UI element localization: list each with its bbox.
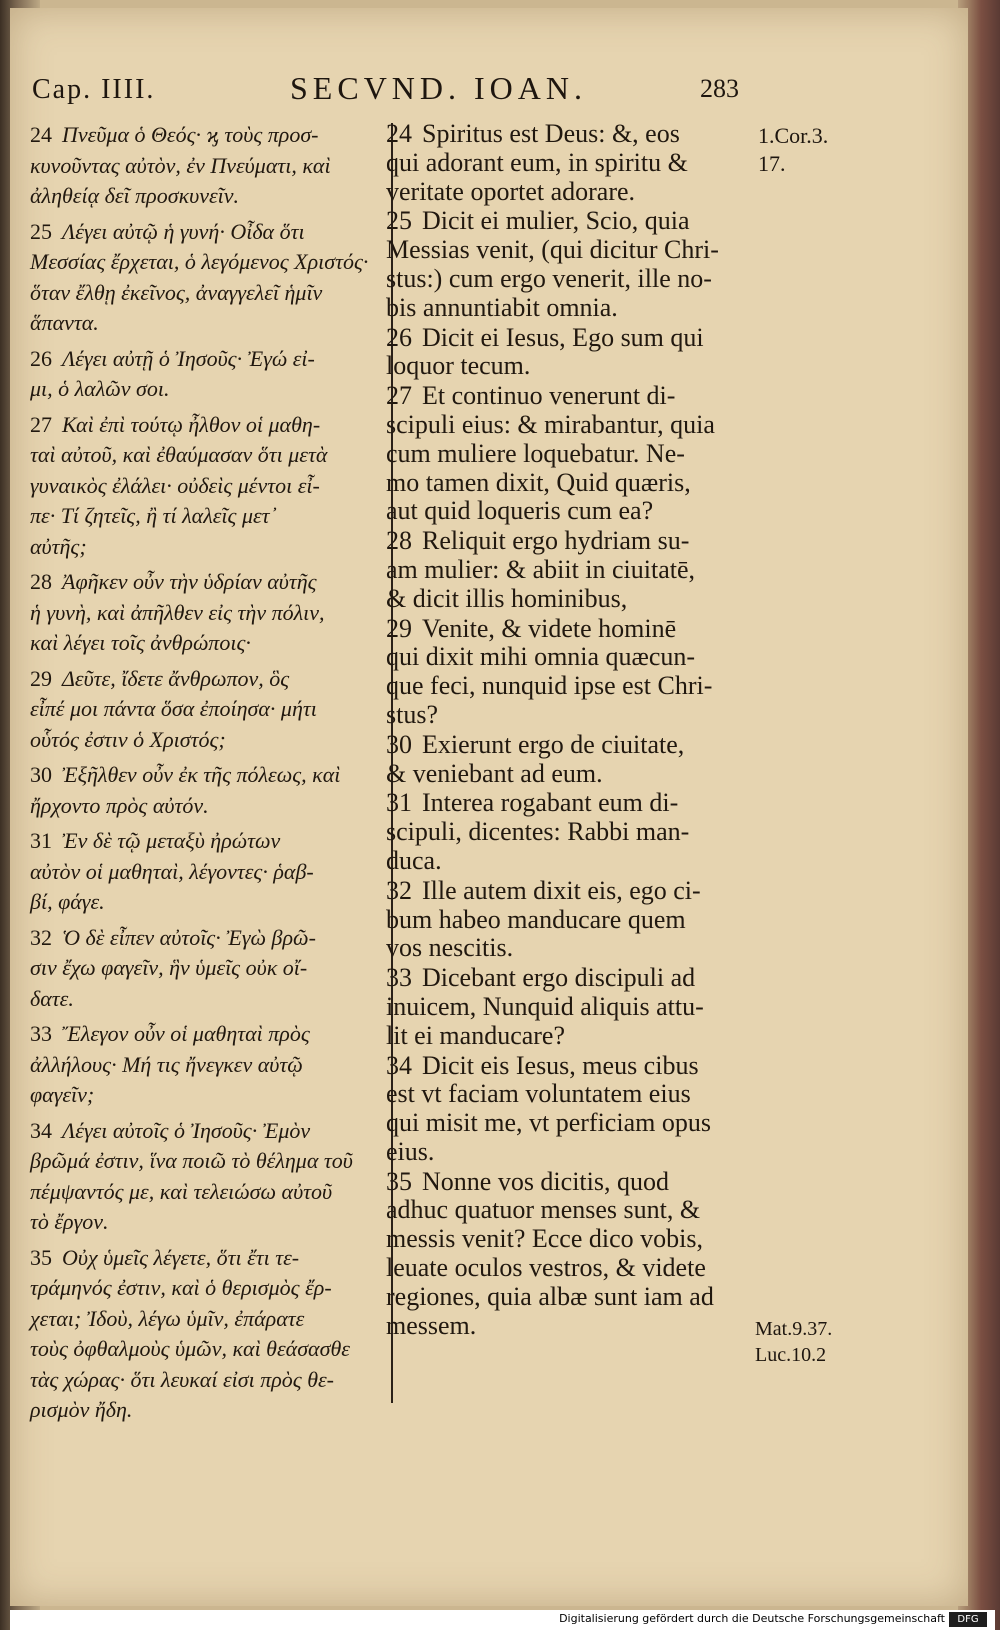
greek-verse-line — [30, 410, 382, 441]
latin-verse-line — [386, 934, 744, 963]
digitization-footer — [10, 1610, 995, 1630]
verse-number: 28 — [30, 569, 52, 594]
latin-verse-28 — [386, 527, 744, 613]
verse-number: 31 — [30, 828, 52, 853]
verse-text: est vt faciam voluntatem eius — [386, 1079, 691, 1109]
latin-verse-line — [386, 1254, 744, 1283]
page-number: 283 — [700, 74, 739, 103]
greek-verse-line — [30, 664, 382, 695]
margin-note-line: Mat.9.37. — [755, 1318, 833, 1340]
latin-verse-line — [386, 701, 744, 730]
greek-verse-line — [30, 791, 382, 822]
verse-text: πε· Τί ζητεῖς, ἢ τί λαλεῖς μετ᾽ — [30, 503, 277, 528]
margin-note-cross-reference-bottom — [755, 1316, 845, 1368]
verse-number: 24 — [30, 122, 52, 147]
verse-text: ταὶ αὐτοῦ, καὶ ἐθαύμασαν ὅτι μετὰ — [30, 442, 328, 467]
verse-text: aut quid loqueris cum ea? — [386, 496, 654, 526]
greek-verse-line — [30, 725, 382, 756]
greek-verse-24 — [30, 120, 382, 212]
verse-text: Ἀφῆκεν οὖν τὴν ὑδρίαν αὐτῆς — [62, 569, 317, 594]
greek-verse-line — [30, 1019, 382, 1050]
greek-verse-line — [30, 151, 382, 182]
verse-text: bum habeo manducare quem — [386, 904, 686, 934]
verse-text: messem. — [386, 1310, 477, 1340]
latin-verse-line — [386, 818, 744, 847]
latin-verse-line — [386, 411, 744, 440]
verse-text: veritate oportet adorare. — [386, 176, 636, 206]
greek-verse-27 — [30, 410, 382, 563]
latin-verse-line — [386, 1283, 744, 1312]
greek-verse-line — [30, 374, 382, 405]
greek-verse-line — [30, 1050, 382, 1081]
verse-text: ὅταν ἔλθῃ ἐκεῖνος, ἀναγγελεῖ ἡμῖν — [30, 279, 323, 305]
greek-verse-line — [30, 598, 382, 629]
funding-credit: Digitalisierung gefördert durch die Deutsche Forschungsgemeinschaft — [559, 1612, 945, 1625]
verse-text: τὰς χώρας· ὅτι λευκαί εἰσι πρὸς θε- — [30, 1366, 335, 1392]
verse-text: que feci, nunquid ipse est Chri- — [386, 671, 713, 701]
latin-verse-line — [386, 993, 744, 1022]
latin-verse-line — [386, 440, 744, 469]
verse-text: bis annuntiabit omnia. — [386, 292, 618, 322]
verse-text: loquor tecum. — [386, 351, 531, 381]
greek-verse-line — [30, 1273, 382, 1304]
latin-verse-line — [386, 236, 744, 265]
latin-verse-line — [386, 1052, 744, 1081]
book-page — [10, 8, 968, 1606]
verse-text: stus? — [386, 699, 438, 729]
verse-text: τοὺς ὀφθαλμοὺς ὑμῶν, καὶ θεάσασθε — [30, 1336, 350, 1361]
greek-verse-line — [30, 344, 382, 375]
greek-verse-line — [30, 471, 382, 502]
greek-verse-line — [30, 857, 382, 888]
verse-text: τὸ ἔργον. — [30, 1209, 109, 1234]
greek-verse-line — [30, 923, 382, 954]
verse-number: 26 — [386, 322, 412, 352]
verse-text: vos nescitis. — [386, 933, 514, 963]
chapter-heading: Cap. IIII. — [32, 74, 156, 105]
latin-verse-line — [386, 497, 744, 526]
greek-verse-line — [30, 1207, 382, 1238]
greek-verse-32 — [30, 923, 382, 1015]
verse-text: & dicit illis hominibus, — [386, 583, 628, 613]
latin-verse-line — [386, 1168, 744, 1197]
latin-column — [386, 120, 744, 1341]
greek-verse-33 — [30, 1019, 382, 1111]
latin-verse-line — [386, 382, 744, 411]
verse-number: 34 — [386, 1050, 412, 1080]
greek-verse-line — [30, 308, 382, 339]
latin-verse-line — [386, 847, 744, 876]
verse-number: 24 — [386, 119, 412, 148]
verse-number: 27 — [30, 411, 52, 437]
verse-number: 25 — [30, 218, 52, 244]
greek-verse-line — [30, 181, 382, 212]
verse-text: τράμηνός ἐστιν, καὶ ὁ θερισμὸς ἔρ- — [30, 1275, 332, 1300]
greek-verse-line — [30, 247, 382, 278]
latin-verse-line — [386, 643, 744, 672]
greek-verse-line — [30, 953, 382, 984]
verse-text: eius. — [386, 1136, 435, 1166]
latin-verse-line — [386, 1225, 744, 1254]
verse-text: Μεσσίας ἔρχεται, ὁ λεγόμενος Χριστός· — [30, 249, 369, 274]
latin-verse-line — [386, 731, 744, 760]
latin-verse-line — [386, 149, 744, 178]
verse-number: 33 — [386, 963, 412, 993]
greek-verse-line — [30, 278, 382, 309]
verse-number: 29 — [30, 665, 52, 691]
verse-text: & veniebant ad eum. — [386, 758, 603, 788]
verse-text: qui dixit mihi omnia quæcun- — [386, 642, 696, 672]
verse-text: Nonne vos dicitis, quod — [422, 1166, 669, 1196]
greek-column — [30, 120, 382, 1431]
latin-verse-24 — [386, 120, 744, 206]
verse-text: qui adorant eum, in spiritu & — [386, 147, 688, 177]
margin-note-line: Luc.10.2 — [755, 1344, 827, 1366]
greek-verse-line — [30, 1177, 382, 1208]
latin-verse-26 — [386, 324, 744, 382]
verse-text: mo tamen dixit, Quid quæris, — [386, 467, 691, 497]
verse-text: qui misit me, vt perficiam opus — [386, 1108, 711, 1138]
verse-number: 35 — [30, 1244, 52, 1270]
verse-text: Δεῦτε, ἴδετε ἄνθρωπον, ὃς — [62, 665, 290, 691]
greek-verse-line — [30, 1395, 382, 1426]
verse-text: σιν ἔχω φαγεῖν, ἣν ὑμεῖς οὐκ οἴ- — [30, 955, 308, 980]
verse-text: ἅπαντα. — [30, 310, 99, 335]
latin-verse-line — [386, 556, 744, 585]
verse-text: μι, ὁ λαλῶν σοι. — [30, 376, 170, 401]
verse-text: Λέγει αὐτῷ ἡ γυνή· Οἶδα ὅτι — [62, 218, 305, 244]
verse-text: Et continuo venerunt di- — [422, 381, 676, 411]
latin-verse-29 — [386, 615, 744, 730]
verse-number: 32 — [30, 924, 52, 950]
verse-text: Ἔλεγον οὖν οἱ μαθηταὶ πρὸς — [62, 1021, 310, 1046]
latin-verse-line — [386, 352, 744, 381]
latin-verse-line — [386, 469, 744, 498]
verse-text: Dicit ei mulier, Scio, quia — [422, 206, 690, 236]
latin-verse-line — [386, 1022, 744, 1051]
latin-verse-line — [386, 964, 744, 993]
greek-verse-line — [30, 1243, 382, 1274]
verse-text: Spiritus est Deus: &, eos — [422, 119, 680, 148]
verse-text: αὐτῆς; — [30, 533, 87, 559]
latin-verse-25 — [386, 207, 744, 322]
verse-text: Ὁ δὲ εἶπεν αὐτοῖς· Ἐγὼ βρῶ- — [62, 924, 316, 950]
greek-verse-26 — [30, 344, 382, 405]
verse-text: adhuc quatuor menses sunt, & — [386, 1195, 701, 1225]
latin-verse-line — [386, 672, 744, 701]
verse-text: Messias venit, (qui dicitur Chri- — [386, 235, 719, 265]
greek-verse-line — [30, 984, 382, 1015]
verse-number: 25 — [386, 206, 412, 236]
verse-number: 34 — [30, 1117, 52, 1143]
verse-text: ἀλλήλους· Μή τις ἤνεγκεν αὐτῷ — [30, 1051, 303, 1077]
verse-text: cum muliere loquebatur. Ne- — [386, 438, 685, 468]
verse-text: leuate oculos vestros, & videte — [386, 1253, 706, 1283]
verse-number: 33 — [30, 1021, 52, 1046]
dfg-logo: DFG — [949, 1612, 987, 1627]
verse-text: inuicem, Nunquid aliquis attu- — [386, 991, 704, 1021]
verse-text: Dicit ei Iesus, Ego sum qui — [422, 322, 704, 352]
verse-text: Ἐξῆλθεν οὖν ἐκ τῆς πόλεως, καὶ — [62, 762, 341, 787]
verse-text: χεται; Ἰδοὺ, λέγω ὑμῖν, ἐπάρατε — [30, 1305, 305, 1331]
margin-note-line: 1.Cor.3. — [758, 123, 829, 148]
latin-verse-31 — [386, 789, 744, 875]
verse-text: Οὐχ ὑμεῖς λέγετε, ὅτι ἔτι τε- — [62, 1244, 300, 1270]
margin-note-line: 17. — [758, 151, 786, 176]
latin-verse-line — [386, 760, 744, 789]
greek-verse-28 — [30, 567, 382, 659]
verse-text: stus:) cum ergo venerit, ille no- — [386, 263, 712, 293]
verse-text: scipuli, dicentes: Rabbi man- — [386, 817, 690, 847]
greek-verse-line — [30, 760, 382, 791]
greek-verse-line — [30, 1080, 382, 1111]
verse-text: καὶ λέγει τοῖς ἀνθρώποις· — [30, 630, 251, 655]
verse-number: 27 — [386, 381, 412, 411]
greek-verse-line — [30, 826, 382, 857]
latin-verse-line — [386, 1109, 744, 1138]
verse-text: lit ei manducare? — [386, 1020, 566, 1050]
verse-number: 30 — [30, 762, 52, 787]
verse-text: φαγεῖν; — [30, 1082, 95, 1107]
greek-verse-line — [30, 1304, 382, 1335]
greek-verse-line — [30, 1116, 382, 1147]
latin-verse-line — [386, 615, 744, 644]
greek-verse-line — [30, 1365, 382, 1396]
verse-text: ἤρχοντο πρὸς αὐτόν. — [30, 792, 209, 818]
verse-number: 31 — [386, 788, 412, 818]
verse-text: Dicit eis Iesus, meus cibus — [422, 1050, 699, 1080]
verse-text: Ἐν δὲ τῷ μεταξὺ ἠρώτων — [62, 828, 281, 853]
verse-text: regiones, quia albæ sunt iam ad — [386, 1281, 714, 1311]
latin-verse-line — [386, 877, 744, 906]
verse-text: am mulier: & abiit in ciuitatē, — [386, 554, 696, 584]
verse-text: οὗτός ἐστιν ὁ Χριστός; — [30, 726, 226, 752]
latin-verse-line — [386, 1196, 744, 1225]
verse-text: πέμψαντός με, καὶ τελειώσω αὐτοῦ — [30, 1178, 333, 1204]
verse-number: 28 — [386, 526, 412, 556]
verse-text: Interea rogabant eum di- — [422, 788, 679, 818]
verse-text: βί, φάγε. — [30, 889, 105, 914]
verse-text: Exierunt ergo de ciuitate, — [422, 729, 685, 759]
latin-verse-line — [386, 906, 744, 935]
latin-verse-27 — [386, 382, 744, 526]
verse-text: γυναικὸς ἐλάλει· οὐδεὶς μέντοι εἶ- — [30, 472, 320, 498]
verse-text: ἡ γυνὴ, καὶ ἀπῆλθεν εἰς τὴν πόλιν, — [30, 599, 325, 625]
greek-verse-line — [30, 887, 382, 918]
verse-text: αὐτὸν οἱ μαθηταὶ, λέγοντες· ῥαβ- — [30, 858, 314, 884]
latin-verse-line — [386, 1138, 744, 1167]
latin-verse-30 — [386, 731, 744, 789]
margin-note-cross-reference-top — [758, 122, 833, 178]
verse-text: Πνεῦμα ὁ Θεός· ϗ τοὺς προσ- — [62, 122, 319, 147]
latin-verse-line — [386, 265, 744, 294]
greek-verse-30 — [30, 760, 382, 821]
greek-verse-line — [30, 440, 382, 471]
verse-text: ἀληθείᾳ δεῖ προσκυνεῖν. — [30, 183, 240, 208]
verse-text: Λέγει αὐτῇ ὁ Ἰησοῦς· Ἐγώ εἰ- — [62, 345, 315, 371]
verse-text: εἶπέ μοι πάντα ὅσα ἐποίησα· μήτι — [30, 696, 317, 721]
greek-verse-line — [30, 532, 382, 563]
verse-text: duca. — [386, 845, 442, 875]
greek-verse-line — [30, 1146, 382, 1177]
verse-number: 26 — [30, 345, 52, 371]
greek-verse-line — [30, 217, 382, 248]
greek-verse-34 — [30, 1116, 382, 1238]
greek-verse-line — [30, 1334, 382, 1365]
running-head — [20, 70, 948, 110]
verse-number: 30 — [386, 729, 412, 759]
verse-text: Ille autem dixit eis, ego ci- — [422, 875, 701, 905]
greek-verse-line — [30, 501, 382, 532]
latin-verse-33 — [386, 964, 744, 1050]
verse-number: 35 — [386, 1166, 412, 1196]
verse-number: 29 — [386, 613, 412, 643]
verse-text: Venite, & videte hominē — [422, 613, 677, 643]
latin-verse-32 — [386, 877, 744, 963]
latin-verse-line — [386, 789, 744, 818]
greek-verse-line — [30, 694, 382, 725]
verse-text: ρισμὸν ἤδη. — [30, 1397, 133, 1422]
latin-verse-line — [386, 178, 744, 207]
greek-verse-29 — [30, 664, 382, 756]
verse-text: Λέγει αὐτοῖς ὁ Ἰησοῦς· Ἐμὸν — [62, 1117, 311, 1143]
latin-verse-34 — [386, 1052, 744, 1167]
verse-text: messis venit? Ecce dico vobis, — [386, 1224, 703, 1254]
verse-text: Dicebant ergo discipuli ad — [422, 963, 696, 993]
latin-verse-line — [386, 294, 744, 323]
verse-text: scipuli eius: & mirabantur, quia — [386, 409, 715, 439]
verse-text: δατε. — [30, 985, 74, 1011]
latin-verse-line — [386, 1312, 744, 1341]
latin-verse-35 — [386, 1168, 744, 1341]
verse-number: 32 — [386, 875, 412, 905]
latin-verse-line — [386, 324, 744, 353]
greek-verse-35 — [30, 1243, 382, 1426]
book-title: SECVND. IOAN. — [290, 70, 587, 106]
greek-verse-25 — [30, 217, 382, 339]
greek-verse-31 — [30, 826, 382, 918]
greek-verse-line — [30, 567, 382, 598]
latin-verse-line — [386, 120, 744, 149]
verse-text: Καὶ ἐπὶ τούτῳ ἦλθον οἱ μαθη- — [62, 411, 321, 437]
greek-verse-line — [30, 628, 382, 659]
greek-verse-line — [30, 120, 382, 151]
latin-verse-line — [386, 527, 744, 556]
verse-text: βρῶμά ἐστιν, ἵνα ποιῶ τὸ θέλημα τοῦ — [30, 1148, 353, 1173]
latin-verse-line — [386, 585, 744, 614]
verse-text: Reliquit ergo hydriam su- — [422, 526, 690, 556]
latin-verse-line — [386, 207, 744, 236]
latin-verse-line — [386, 1080, 744, 1109]
verse-text: κυνοῦντας αὐτὸν, ἐν Πνεύματι, καὶ — [30, 152, 331, 178]
